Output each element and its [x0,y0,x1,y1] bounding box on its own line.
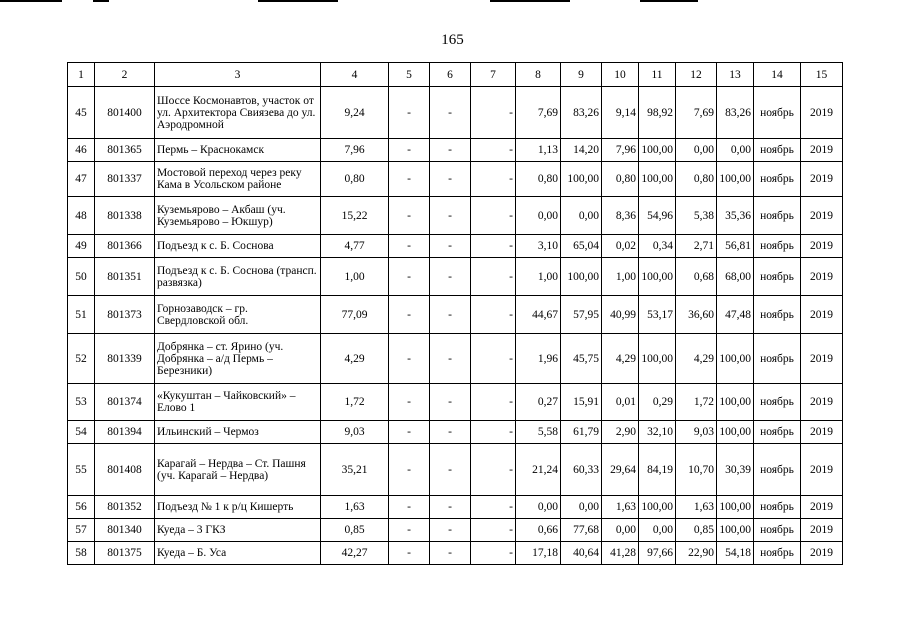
row-number-cell: 57 [68,519,95,542]
column-number-cell: 4 [321,63,389,87]
value-cell: 1,13 [516,139,561,162]
row-number-cell: 56 [68,496,95,519]
value-cell: 0,00 [516,496,561,519]
column-number-cell: 9 [561,63,602,87]
value-cell: - [389,197,430,235]
table-row [68,421,843,444]
value-cell: 100,00 [717,384,754,421]
value-cell: - [389,496,430,519]
road-name-cell: Куеда – Б. Уса [155,542,321,565]
value-cell: 1,63 [602,496,639,519]
value-cell: - [389,296,430,334]
road-name-cell: Горнозаводск – гр. Свердловской обл. [155,296,321,334]
month-cell: ноябрь [754,235,801,258]
column-number-cell: 8 [516,63,561,87]
column-number-cell: 3 [155,63,321,87]
column-number-cell: 7 [471,63,516,87]
value-cell: - [471,162,516,197]
value-cell: 40,64 [561,542,602,565]
value-cell: 15,91 [561,384,602,421]
month-cell: ноябрь [754,496,801,519]
value-cell: 1,63 [321,496,389,519]
value-cell: 1,63 [676,496,717,519]
value-cell: 22,90 [676,542,717,565]
year-cell: 2019 [801,296,843,334]
road-code-cell: 801394 [95,421,155,444]
value-cell: 36,60 [676,296,717,334]
road-code-cell: 801374 [95,384,155,421]
value-cell: 100,00 [639,496,676,519]
value-cell: 32,10 [639,421,676,444]
row-number-cell: 58 [68,542,95,565]
road-code-cell: 801365 [95,139,155,162]
year-cell: 2019 [801,235,843,258]
value-cell: - [389,162,430,197]
month-cell: ноябрь [754,421,801,444]
value-cell: 5,58 [516,421,561,444]
value-cell: - [430,384,471,421]
month-cell: ноябрь [754,384,801,421]
value-cell: 60,33 [561,444,602,496]
month-cell: ноябрь [754,258,801,296]
value-cell: 100,00 [639,334,676,384]
road-data-table [67,62,843,565]
value-cell: 40,99 [602,296,639,334]
value-cell: - [430,197,471,235]
value-cell: 44,67 [516,296,561,334]
value-cell: 47,48 [717,296,754,334]
year-cell: 2019 [801,162,843,197]
table-row [68,87,843,139]
value-cell: - [471,384,516,421]
value-cell: - [430,519,471,542]
row-number-cell: 55 [68,444,95,496]
row-number-cell: 47 [68,162,95,197]
row-number-cell: 52 [68,334,95,384]
value-cell: 15,22 [321,197,389,235]
value-cell: 0,00 [717,139,754,162]
table-row [68,139,843,162]
value-cell: 4,29 [676,334,717,384]
road-code-cell: 801340 [95,519,155,542]
value-cell: - [430,334,471,384]
value-cell: 9,24 [321,87,389,139]
value-cell: 84,19 [639,444,676,496]
value-cell: 1,72 [321,384,389,421]
road-code-cell: 801337 [95,162,155,197]
value-cell: - [430,162,471,197]
value-cell: 41,28 [602,542,639,565]
month-cell: ноябрь [754,334,801,384]
table-row [68,235,843,258]
road-name-cell: Добрянка – ст. Ярино (уч. Добрянка – а/д Пермь – Березники) [155,334,321,384]
month-cell: ноябрь [754,542,801,565]
year-cell: 2019 [801,519,843,542]
value-cell: 29,64 [602,444,639,496]
road-code-cell: 801375 [95,542,155,565]
value-cell: 0,80 [516,162,561,197]
value-cell: 0,02 [602,235,639,258]
value-cell: 0,85 [676,519,717,542]
value-cell: 54,96 [639,197,676,235]
table-row [68,444,843,496]
value-cell: 7,96 [321,139,389,162]
column-number-cell: 10 [602,63,639,87]
value-cell: 0,00 [561,496,602,519]
year-cell: 2019 [801,542,843,565]
road-name-cell: Карагай – Нердва – Ст. Пашня (уч. Карагай – Нердва) [155,444,321,496]
value-cell: 54,18 [717,542,754,565]
road-name-cell: Подъезд к с. Б. Соснова [155,235,321,258]
value-cell: 45,75 [561,334,602,384]
value-cell: 1,00 [516,258,561,296]
value-cell: 100,00 [717,496,754,519]
value-cell: 10,70 [676,444,717,496]
road-name-cell: Куземьярово – Акбаш (уч. Куземьярово – Юкшур) [155,197,321,235]
value-cell: - [471,258,516,296]
scan-edge-mark [490,0,570,2]
value-cell: 9,14 [602,87,639,139]
value-cell: 98,92 [639,87,676,139]
value-cell: 65,04 [561,235,602,258]
column-number-cell: 14 [754,63,801,87]
scan-edge-mark [0,0,62,2]
value-cell: 68,00 [717,258,754,296]
value-cell: - [430,139,471,162]
value-cell: 100,00 [561,258,602,296]
value-cell: 14,20 [561,139,602,162]
column-number-cell: 1 [68,63,95,87]
row-number-cell: 51 [68,296,95,334]
value-cell: 0,00 [639,519,676,542]
value-cell: 4,29 [321,334,389,384]
value-cell: 2,90 [602,421,639,444]
year-cell: 2019 [801,384,843,421]
value-cell: - [389,421,430,444]
month-cell: ноябрь [754,139,801,162]
value-cell: 17,18 [516,542,561,565]
value-cell: 100,00 [639,139,676,162]
row-number-cell: 49 [68,235,95,258]
value-cell: - [389,139,430,162]
value-cell: 0,00 [676,139,717,162]
column-number-cell: 2 [95,63,155,87]
year-cell: 2019 [801,421,843,444]
value-cell: 0,00 [561,197,602,235]
value-cell: 100,00 [639,162,676,197]
value-cell: 97,66 [639,542,676,565]
table-row [68,258,843,296]
value-cell: 83,26 [561,87,602,139]
value-cell: - [389,519,430,542]
value-cell: - [471,542,516,565]
road-code-cell: 801352 [95,496,155,519]
scan-edge-mark [258,0,338,2]
value-cell: 77,09 [321,296,389,334]
value-cell: 4,77 [321,235,389,258]
value-cell: 8,36 [602,197,639,235]
value-cell: 5,38 [676,197,717,235]
value-cell: 56,81 [717,235,754,258]
value-cell: 0,80 [676,162,717,197]
table-row [68,542,843,565]
value-cell: - [430,496,471,519]
road-name-cell: Пермь – Краснокамск [155,139,321,162]
month-cell: ноябрь [754,296,801,334]
year-cell: 2019 [801,258,843,296]
value-cell: 21,24 [516,444,561,496]
table-row [68,162,843,197]
road-code-cell: 801338 [95,197,155,235]
value-cell: 1,00 [602,258,639,296]
year-cell: 2019 [801,496,843,519]
value-cell: - [430,421,471,444]
value-cell: 0,68 [676,258,717,296]
value-cell: 2,71 [676,235,717,258]
table-row [68,384,843,421]
road-code-cell: 801373 [95,296,155,334]
value-cell: 0,27 [516,384,561,421]
column-number-header-row [68,63,843,87]
row-number-cell: 53 [68,384,95,421]
road-name-cell: Куеда – 3 ГКЗ [155,519,321,542]
value-cell: 4,29 [602,334,639,384]
road-name-cell: «Кукуштан – Чайковский» – Елово 1 [155,384,321,421]
road-code-cell: 801400 [95,87,155,139]
column-number-cell: 12 [676,63,717,87]
value-cell: - [389,87,430,139]
month-cell: ноябрь [754,87,801,139]
value-cell: - [389,444,430,496]
road-name-cell: Шоссе Космонавтов, участок от ул. Архитектора Свиязева до ул. Аэродромной [155,87,321,139]
value-cell: - [389,334,430,384]
road-code-cell: 801408 [95,444,155,496]
road-code-cell: 801366 [95,235,155,258]
value-cell: - [471,334,516,384]
value-cell: 9,03 [676,421,717,444]
road-name-cell: Мостовой переход через реку Кама в Усольском районе [155,162,321,197]
month-cell: ноябрь [754,197,801,235]
value-cell: - [389,258,430,296]
row-number-cell: 48 [68,197,95,235]
value-cell: 100,00 [561,162,602,197]
road-name-cell: Ильинский – Чермоз [155,421,321,444]
value-cell: - [471,235,516,258]
column-number-cell: 15 [801,63,843,87]
value-cell: - [430,444,471,496]
value-cell: 100,00 [717,162,754,197]
road-code-cell: 801339 [95,334,155,384]
scan-edge-mark [640,0,698,2]
road-code-cell: 801351 [95,258,155,296]
value-cell: 0,66 [516,519,561,542]
value-cell: - [389,384,430,421]
value-cell: - [430,542,471,565]
value-cell: - [471,87,516,139]
page-number: 165 [441,32,464,48]
value-cell: 0,00 [602,519,639,542]
table-row [68,296,843,334]
value-cell: 57,95 [561,296,602,334]
value-cell: - [430,258,471,296]
value-cell: 61,79 [561,421,602,444]
value-cell: 0,85 [321,519,389,542]
value-cell: 3,10 [516,235,561,258]
value-cell: 0,80 [321,162,389,197]
row-number-cell: 54 [68,421,95,444]
value-cell: 83,26 [717,87,754,139]
value-cell: 7,96 [602,139,639,162]
road-name-cell: Подъезд № 1 к р/ц Кишерть [155,496,321,519]
value-cell: 30,39 [717,444,754,496]
year-cell: 2019 [801,87,843,139]
value-cell: 9,03 [321,421,389,444]
row-number-cell: 45 [68,87,95,139]
value-cell: - [471,496,516,519]
value-cell: 35,21 [321,444,389,496]
value-cell: 77,68 [561,519,602,542]
month-cell: ноябрь [754,162,801,197]
value-cell: - [430,296,471,334]
value-cell: - [471,139,516,162]
value-cell: - [389,542,430,565]
value-cell: 0,29 [639,384,676,421]
year-cell: 2019 [801,334,843,384]
table-row [68,496,843,519]
value-cell: 7,69 [676,87,717,139]
value-cell: 42,27 [321,542,389,565]
value-cell: - [471,519,516,542]
table-row [68,519,843,542]
value-cell: - [471,197,516,235]
year-cell: 2019 [801,197,843,235]
column-number-cell: 6 [430,63,471,87]
column-number-cell: 11 [639,63,676,87]
month-cell: ноябрь [754,519,801,542]
value-cell: 7,69 [516,87,561,139]
value-cell: - [430,87,471,139]
value-cell: 35,36 [717,197,754,235]
value-cell: 1,00 [321,258,389,296]
value-cell: 0,00 [516,197,561,235]
table-row [68,197,843,235]
value-cell: - [389,235,430,258]
month-cell: ноябрь [754,444,801,496]
row-number-cell: 50 [68,258,95,296]
value-cell: - [430,235,471,258]
scan-edge-mark [93,0,109,2]
column-number-cell: 13 [717,63,754,87]
value-cell: 100,00 [717,334,754,384]
year-cell: 2019 [801,139,843,162]
value-cell: - [471,296,516,334]
road-name-cell: Подъезд к с. Б. Соснова (трансп. развязка) [155,258,321,296]
year-cell: 2019 [801,444,843,496]
value-cell: 0,01 [602,384,639,421]
value-cell: - [471,421,516,444]
row-number-cell: 46 [68,139,95,162]
value-cell: 0,34 [639,235,676,258]
value-cell: 100,00 [639,258,676,296]
value-cell: 100,00 [717,519,754,542]
table-row [68,334,843,384]
value-cell: 1,72 [676,384,717,421]
value-cell: - [471,444,516,496]
column-number-cell: 5 [389,63,430,87]
value-cell: 0,80 [602,162,639,197]
value-cell: 1,96 [516,334,561,384]
value-cell: 53,17 [639,296,676,334]
value-cell: 100,00 [717,421,754,444]
